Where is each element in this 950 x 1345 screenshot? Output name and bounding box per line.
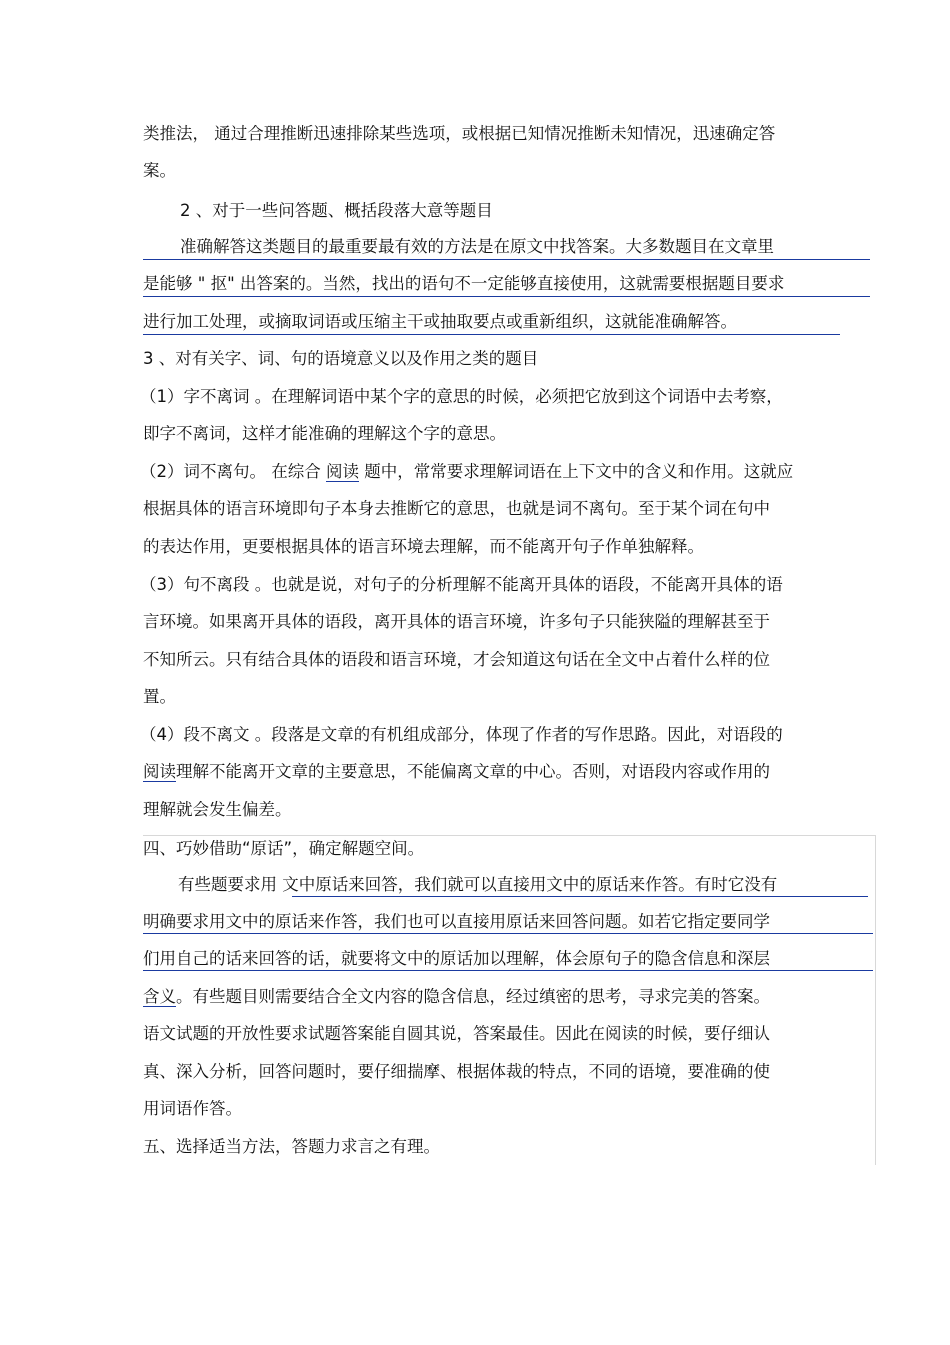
paragraph-line: （1）字不离词 。在理解词语中某个字的意思的时候，必须把它放到这个词语中去考察， <box>140 387 783 406</box>
underline-rule <box>143 970 873 971</box>
underline-rule <box>143 334 840 335</box>
paragraph-line: 语文试题的开放性要求试题答案能自圆其说，答案最佳。因此在阅读的时候，要仔细认 <box>143 1024 770 1043</box>
underline-rule <box>143 259 870 260</box>
paragraph-line: 理解就会发生偏差。 <box>143 800 292 819</box>
text-span: 。有些题目则需要结合全文内容的隐含信息，经过缜密的思考，寻求完美的答案。 <box>176 987 770 1006</box>
section-heading: 四、巧妙借助“原话”，确定解题空间。 <box>143 839 425 858</box>
paragraph-line <box>140 461 793 483</box>
paragraph-line: 真、深入分析，回答问题时，要仔细揣摩、根据体裁的特点，不同的语境，要准确的使 <box>143 1062 770 1081</box>
paragraph-line: 置。 <box>143 687 176 706</box>
paragraph-line: （4）段不离文 。段落是文章的有机组成部分，体现了作者的写作思路。因此，对语段的 <box>140 725 783 744</box>
paragraph-line: 明确要求用文中的原话来作答，我们也可以直接用原话来回答问题。如若它指定要同学 <box>143 912 770 931</box>
text-span: 理解不能离开文章的主要意思，不能偏离文章的中心。否则，对语段内容或作用的 <box>176 762 770 781</box>
frame-top-border <box>143 835 876 836</box>
paragraph-line <box>143 986 770 1008</box>
reading-link[interactable]: 阅读 <box>326 462 359 481</box>
section-heading: 五、选择适当方法，答题力求言之有理。 <box>143 1137 440 1156</box>
paragraph-line: 进行加工处理，或摘取词语或压缩主干或抽取要点或重新组织，这就能准确解答。 <box>143 312 737 331</box>
text-span: 题中，常常要求理解词语在上下文中的含义和作用。这就应 <box>359 462 794 481</box>
section-heading: 2 、对于一些问答题、概括段落大意等题目 <box>180 201 493 220</box>
paragraph-line: 案。 <box>143 161 176 180</box>
paragraph-line: （3）句不离段 。也就是说，对句子的分析理解不能离开具体的语段，不能离开具体的语 <box>140 575 783 594</box>
paragraph-line <box>178 874 777 896</box>
paragraph-line: 不知所云。只有结合具体的语段和语言环境，才会知道这句话在全文中占着什么样的位 <box>143 650 770 669</box>
paragraph-line: 们用自己的话来回答的话，就要将文中的原话加以理解，体会原句子的隐含信息和深层 <box>143 949 770 968</box>
underline-rule <box>143 296 870 297</box>
paragraph-line: 是能够 " 抠" 出答案的。当然，找出的语句不一定能够直接使用，这就需要根据题目要求 <box>143 274 785 293</box>
text-span: 有些题要求用 <box>178 875 283 894</box>
paragraph-line: 用词语作答。 <box>143 1099 242 1118</box>
paragraph-line: 准确解答这类题目的最重要最有效的方法是在原文中找答案。大多数题目在文章里 <box>180 237 774 256</box>
frame-right-border <box>875 835 876 1165</box>
section-heading: 3 、对有关字、词、句的语境意义以及作用之类的题目 <box>143 349 539 368</box>
paragraph-line: 的表达作用，更要根据具体的语言环境去理解，而不能离开句子作单独解释。 <box>143 537 704 556</box>
paragraph-line: 即字不离词，这样才能准确的理解这个字的意思。 <box>143 424 506 443</box>
underlined-term: 含义 <box>143 987 176 1006</box>
paragraph-line: 言环境。如果离开具体的语段，离开具体的语言环境，许多句子只能狭隘的理解甚至于 <box>143 612 770 631</box>
underline-rule <box>143 933 873 934</box>
text-span: （2）词不离句。 在综合 <box>140 462 326 481</box>
text-span: 文中原话来回答，我们就可以直接用文中的原话来作答。有时它没有 <box>282 875 778 894</box>
paragraph-line: 根据具体的语言环境即句子本身去推断它的意思，也就是词不离句。至于某个词在句中 <box>143 499 770 518</box>
paragraph-line <box>143 761 770 783</box>
underline-rule <box>292 896 868 897</box>
paragraph-line: 类推法， 通过合理推断迅速排除某些选项，或根据已知情况推断未知情况，迅速确定答 <box>143 124 776 143</box>
reading-link[interactable]: 阅读 <box>143 762 176 781</box>
